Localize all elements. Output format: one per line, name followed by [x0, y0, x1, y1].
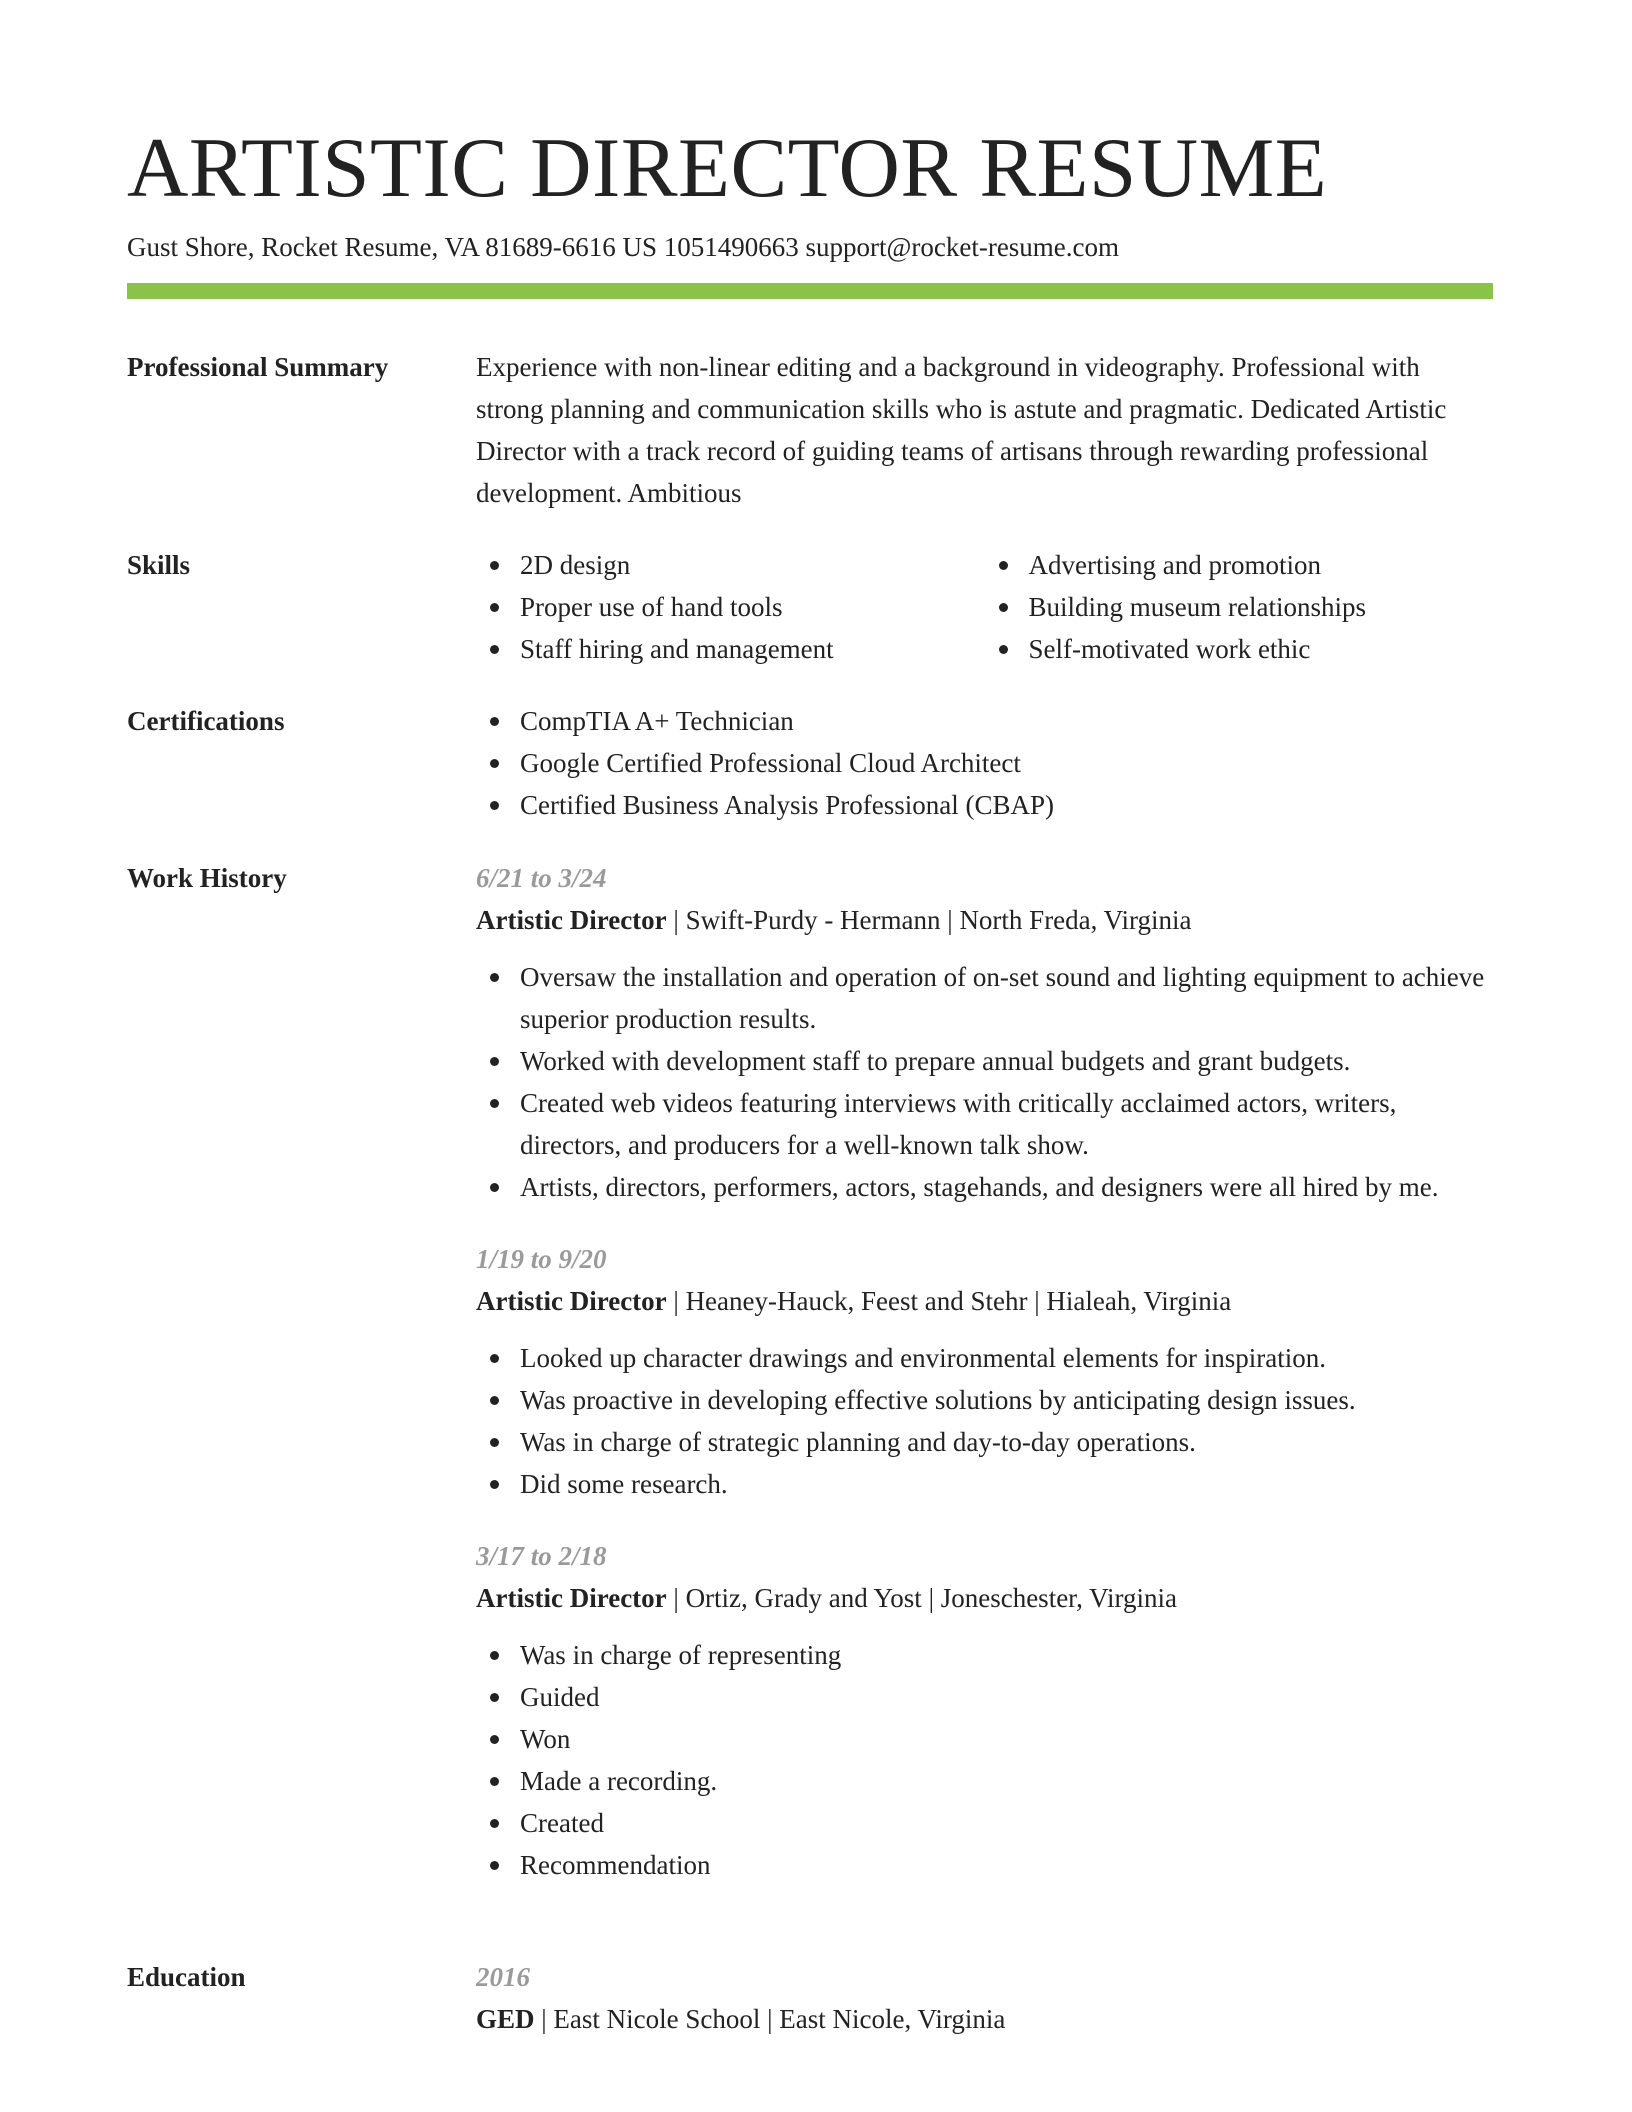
skill-item: Advertising and promotion	[1029, 544, 1494, 586]
skills-column-1	[476, 544, 985, 670]
duty-item: Recommendation	[520, 1844, 1493, 1886]
job-company: Ortiz, Grady and Yost	[685, 1583, 922, 1613]
duty-item: Made a recording.	[520, 1760, 1493, 1802]
header-divider	[127, 283, 1493, 299]
duty-item: Worked with development staff to prepare annual budgets and grant budgets.	[520, 1040, 1493, 1082]
separator: |	[947, 905, 953, 935]
duty-item: Was proactive in developing effective solutions by anticipating design issues.	[520, 1379, 1493, 1421]
job-role: Artistic Director	[476, 1583, 667, 1613]
job-dates: 3/17 to 2/18	[476, 1541, 607, 1571]
duty-item: Looked up character drawings and environmental elements for inspiration.	[520, 1337, 1493, 1379]
skills-column-2	[985, 544, 1494, 670]
skill-item: Proper use of hand tools	[520, 586, 985, 628]
education-dates: 2016	[476, 1962, 530, 1992]
separator: |	[541, 2004, 547, 2034]
education-label: Education	[127, 1962, 246, 1992]
job-heading	[476, 1577, 1493, 1619]
separator: |	[673, 1583, 679, 1613]
job-entry	[476, 1535, 1493, 1886]
summary-label: Professional Summary	[127, 352, 389, 382]
separator: |	[767, 2004, 773, 2034]
job-heading	[476, 1280, 1493, 1322]
duty-item: Won	[520, 1718, 1493, 1760]
job-entry	[476, 857, 1493, 1208]
job-location: Hialeah, Virginia	[1046, 1286, 1232, 1316]
duty-item: Created	[520, 1802, 1493, 1844]
skills-label: Skills	[127, 550, 191, 580]
job-location: Joneschester, Virginia	[940, 1583, 1177, 1613]
duty-item: Guided	[520, 1676, 1493, 1718]
education-location: East Nicole, Virginia	[779, 2004, 1006, 2034]
job-company: Heaney-Hauck, Feest and Stehr	[685, 1286, 1028, 1316]
certification-item: Certified Business Analysis Professional (CBAP)	[520, 784, 1493, 826]
education-heading	[476, 1998, 1493, 2040]
job-dates: 1/19 to 9/20	[476, 1244, 607, 1274]
job-entry	[476, 1238, 1493, 1505]
duty-item: Oversaw the installation and operation of on-set sound and lighting equipment to achieve superior production results.	[520, 956, 1493, 1040]
duty-item: Created web videos featuring interviews with critically acclaimed actors, writers, directors, and producers for a well-known talk show.	[520, 1082, 1493, 1166]
summary-text: Experience with non-linear editing and a background in videography. Professional with strong planning and communication skills who is astute and pragmatic. Dedicated Artistic Director with a track record of guiding teams of artisans through rewarding professional development. Ambitious	[476, 352, 1447, 508]
certifications-list	[476, 700, 1493, 826]
education-degree: GED	[476, 2004, 535, 2034]
skill-item: 2D design	[520, 544, 985, 586]
duty-item: Did some research.	[520, 1463, 1493, 1505]
duty-item: Was in charge of representing	[520, 1634, 1493, 1676]
job-dates: 6/21 to 3/24	[476, 863, 607, 893]
job-duties	[476, 1634, 1493, 1886]
separator: |	[928, 1583, 934, 1613]
job-heading	[476, 899, 1493, 941]
duty-item: Artists, directors, performers, actors, stagehands, and designers were all hired by me.	[520, 1166, 1493, 1208]
skill-item: Self-motivated work ethic	[1029, 628, 1494, 670]
duty-item: Was in charge of strategic planning and day-to-day operations.	[520, 1421, 1493, 1463]
certifications-label: Certifications	[127, 706, 285, 736]
separator: |	[673, 1286, 679, 1316]
job-role: Artistic Director	[476, 905, 667, 935]
certification-item: CompTIA A+ Technician	[520, 700, 1493, 742]
job-duties	[476, 1337, 1493, 1505]
skill-item: Building museum relationships	[1029, 586, 1494, 628]
job-location: North Freda, Virginia	[959, 905, 1192, 935]
certification-item: Google Certified Professional Cloud Architect	[520, 742, 1493, 784]
contact-line: Gust Shore, Rocket Resume, VA 81689-6616 US 1051490663 support@rocket-resume.com	[127, 232, 1120, 262]
job-company: Swift-Purdy - Hermann	[685, 905, 941, 935]
education-school: East Nicole School	[553, 2004, 761, 2034]
separator: |	[1034, 1286, 1040, 1316]
job-duties	[476, 956, 1493, 1208]
separator: |	[673, 905, 679, 935]
job-role: Artistic Director	[476, 1286, 667, 1316]
resume-title: ARTISTIC DIRECTOR RESUME	[127, 121, 1328, 215]
skill-item: Staff hiring and management	[520, 628, 985, 670]
work-history-label: Work History	[127, 863, 287, 893]
